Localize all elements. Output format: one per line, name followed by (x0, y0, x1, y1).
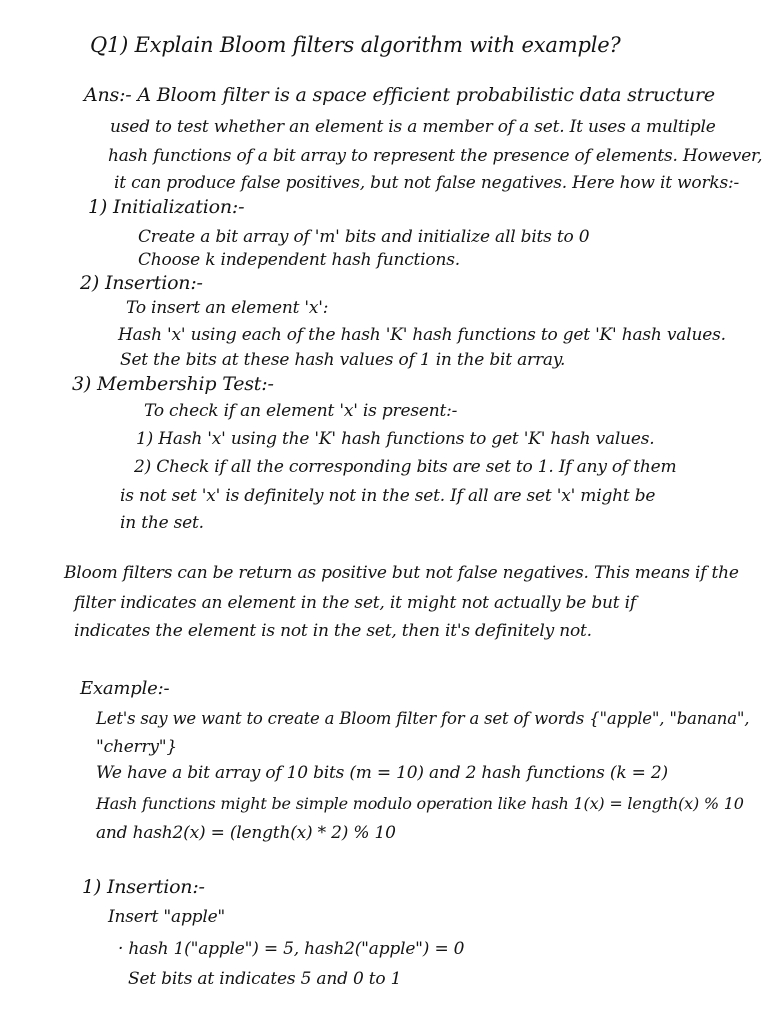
step-line: Set the bits at these hash values of 1 in the bit array. (120, 350, 566, 370)
answer-intro-line: it can produce false positives, but not false negatives. Here how it works:- (114, 173, 740, 193)
example-line: and hash2(x) = (length(x) * 2) % 10 (96, 823, 396, 843)
example-line: We have a bit array of 10 bits (m = 10) and 2 hash functions (k = 2) (96, 763, 668, 783)
question-title: Q1) Explain Bloom filters algorithm with example? (90, 33, 621, 57)
answer-intro-line: Ans:- A Bloom filter is a space efficient probabilistic data structure (84, 84, 715, 106)
answer-intro-line: hash functions of a bit array to represent the presence of elements. However, (108, 146, 763, 166)
example-line: "cherry"} (96, 737, 178, 757)
example-line: Let's say we want to create a Bloom filter for a set of words {"apple", "banana", (96, 709, 750, 728)
step-line: To check if an element 'x' is present:- (144, 401, 458, 421)
step-line: Create a bit array of 'm' bits and initialize all bits to 0 (138, 227, 590, 247)
example-insertion-heading: 1) Insertion:- (82, 876, 205, 898)
summary-line: filter indicates an element in the set, it might not actually be but if (74, 593, 636, 613)
step-heading-initialization: 1) Initialization:- (88, 196, 245, 218)
answer-intro-line: used to test whether an element is a member of a set. It uses a multiple (110, 117, 716, 137)
example-insertion-line: · hash 1("apple") = 5, hash2("apple") = 0 (118, 939, 465, 959)
step-line: 2) Check if all the corresponding bits are set to 1. If any of them (134, 457, 677, 477)
step-line: in the set. (120, 513, 204, 533)
step-line: To insert an element 'x': (126, 298, 329, 318)
step-line: 1) Hash 'x' using the 'K' hash functions to get 'K' hash values. (136, 429, 655, 449)
step-line: Choose k independent hash functions. (138, 250, 460, 270)
step-line: is not set 'x' is definitely not in the set. If all are set 'x' might be (120, 486, 656, 506)
summary-line: Bloom filters can be return as positive but not false negatives. This means if the (64, 563, 739, 583)
step-heading-membership-test: 3) Membership Test:- (72, 373, 274, 395)
example-insertion-line: Set bits at indicates 5 and 0 to 1 (128, 969, 402, 989)
example-insertion-line: Insert "apple" (108, 907, 226, 927)
example-line: Hash functions might be simple modulo operation like hash 1(x) = length(x) % 10 (96, 794, 744, 813)
step-line: Hash 'x' using each of the hash 'K' hash functions to get 'K' hash values. (118, 325, 726, 345)
step-heading-insertion: 2) Insertion:- (80, 272, 203, 294)
example-heading: Example:- (80, 678, 170, 699)
summary-line: indicates the element is not in the set, then it's definitely not. (74, 621, 592, 641)
